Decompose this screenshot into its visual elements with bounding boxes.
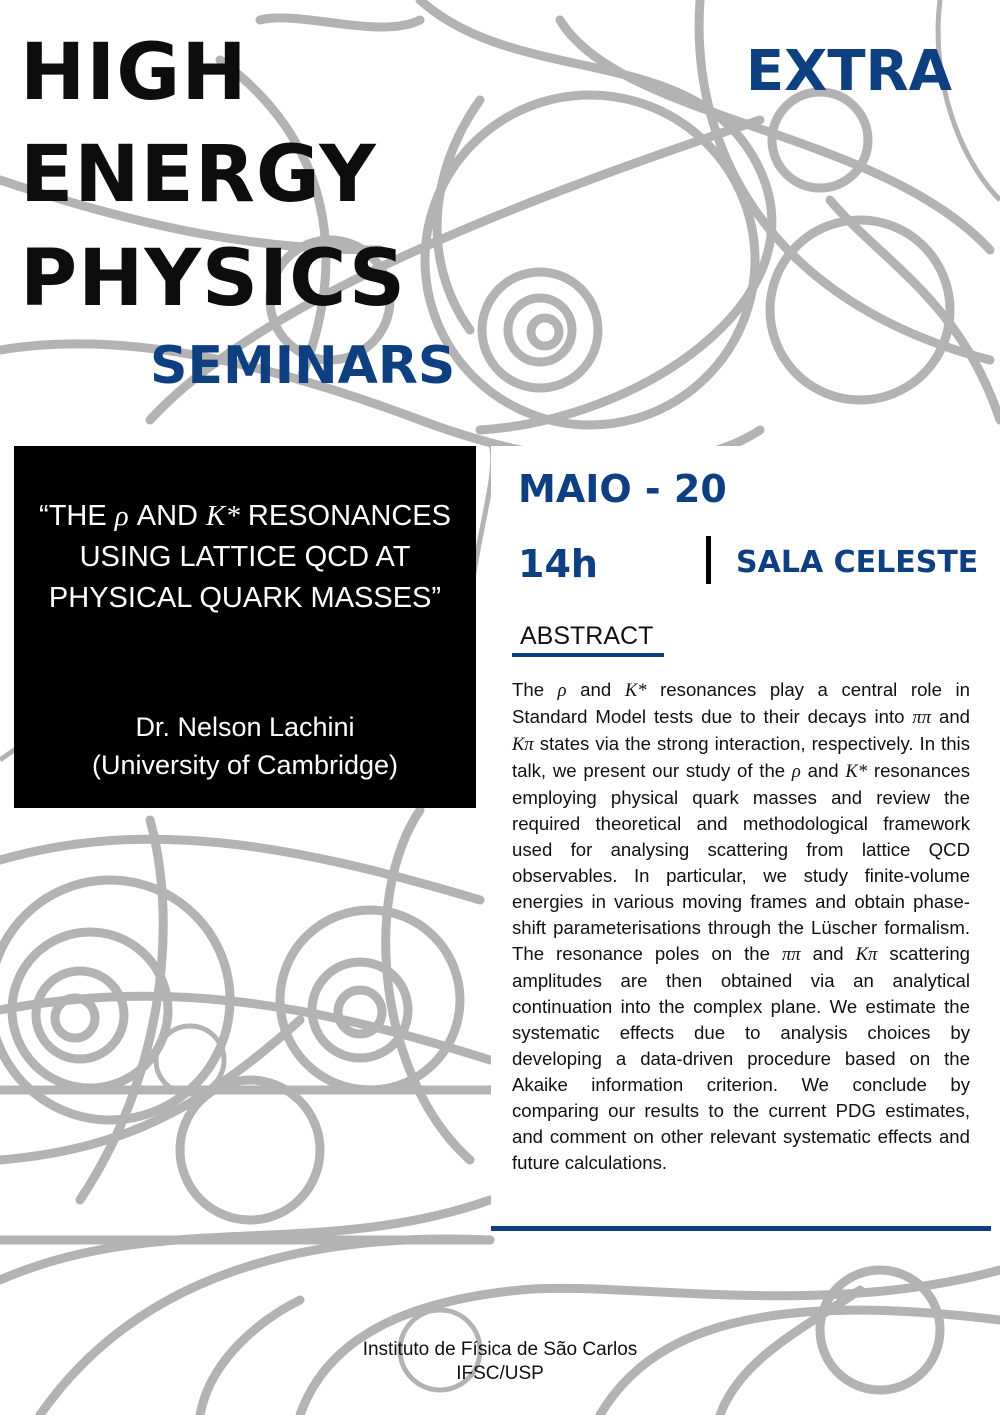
abstract-math-symbol: Kπ <box>512 734 534 755</box>
abstract-text-part: and <box>800 760 846 781</box>
abstract-math-symbol: K* <box>624 680 647 701</box>
event-room: SALA CELESTE <box>736 545 979 580</box>
talk-title-line-3: PHYSICAL QUARK MASSES” <box>48 582 442 614</box>
event-date: MAIO - 20 <box>518 467 727 511</box>
speaker-affiliation: (University of Cambridge) <box>91 750 399 780</box>
talk-title-rho-symbol: ρ <box>114 500 129 532</box>
abstract-text <box>512 677 970 1176</box>
abstract-text-part: The <box>512 679 558 700</box>
talk-title <box>14 496 476 619</box>
abstract-math-symbol: K* <box>845 761 868 782</box>
abstract-text-part: and <box>566 679 625 700</box>
talk-title-part-2: AND <box>128 500 207 532</box>
time-room-separator <box>706 536 711 584</box>
abstract-text-part: and <box>931 706 970 727</box>
abstract-text-part: and <box>800 943 856 964</box>
footer-institution: Instituto de Física de São Carlos <box>362 1339 638 1360</box>
extra-tag: EXTRA <box>745 39 952 104</box>
footer-acronym: IFSC/USP <box>456 1363 544 1384</box>
talk-title-box <box>14 446 476 808</box>
title-line-physics: PHYSICS <box>20 234 406 324</box>
abstract-text-part: scattering amplitudes are then obtained via an analytical continuation into the complex plane. We estimate the systematic effects due to analysis choices by developing a data-driven procedure based on the Akaike information criterion. We conclude by comparing our results to the current PDG estimates, and comment on other relevant systematic effects and future calculations. <box>512 943 971 1173</box>
talk-title-kstar-symbol: K* <box>206 500 240 532</box>
abstract-math-symbol: ππ <box>912 707 932 728</box>
speaker-name: Dr. Nelson Lachini <box>135 712 355 742</box>
abstract-math-symbol: ρ <box>557 680 567 701</box>
talk-title-line-2: USING LATTICE QCD AT <box>79 541 411 573</box>
event-time: 14h <box>518 542 598 586</box>
info-panel-bottom-rule <box>491 1226 991 1231</box>
talk-title-part-3: RESONANCES <box>239 500 451 532</box>
speaker-block <box>14 708 476 784</box>
abstract-heading: ABSTRACT <box>520 622 654 650</box>
footer <box>0 1338 1000 1386</box>
abstract-math-symbol: Kπ <box>855 944 878 965</box>
abstract-text-part: resonances play a central role in Standard Model tests due to their decays into <box>512 679 970 727</box>
seminars-subtitle: SEMINARS <box>150 336 456 396</box>
talk-title-part-1: “THE <box>39 500 115 532</box>
title-line-energy: ENERGY <box>20 130 377 220</box>
abstract-heading-rule <box>512 653 664 657</box>
title-line-high: HIGH <box>20 28 248 118</box>
abstract-math-symbol: ρ <box>791 761 801 782</box>
abstract-text-part: states via the strong interaction, respectively. In this talk, we present our study of the <box>512 733 970 781</box>
abstract-text-part: resonances employing physical quark masses and review the required theoretical and methodological framework used for analysing scattering from lattice QCD observables. In particular, we study finite-volume energies in various moving frames and obtain phase-shift parameterisations through the Lüscher formalism. The resonance poles on the <box>512 760 971 964</box>
abstract-math-symbol: ππ <box>781 944 801 965</box>
